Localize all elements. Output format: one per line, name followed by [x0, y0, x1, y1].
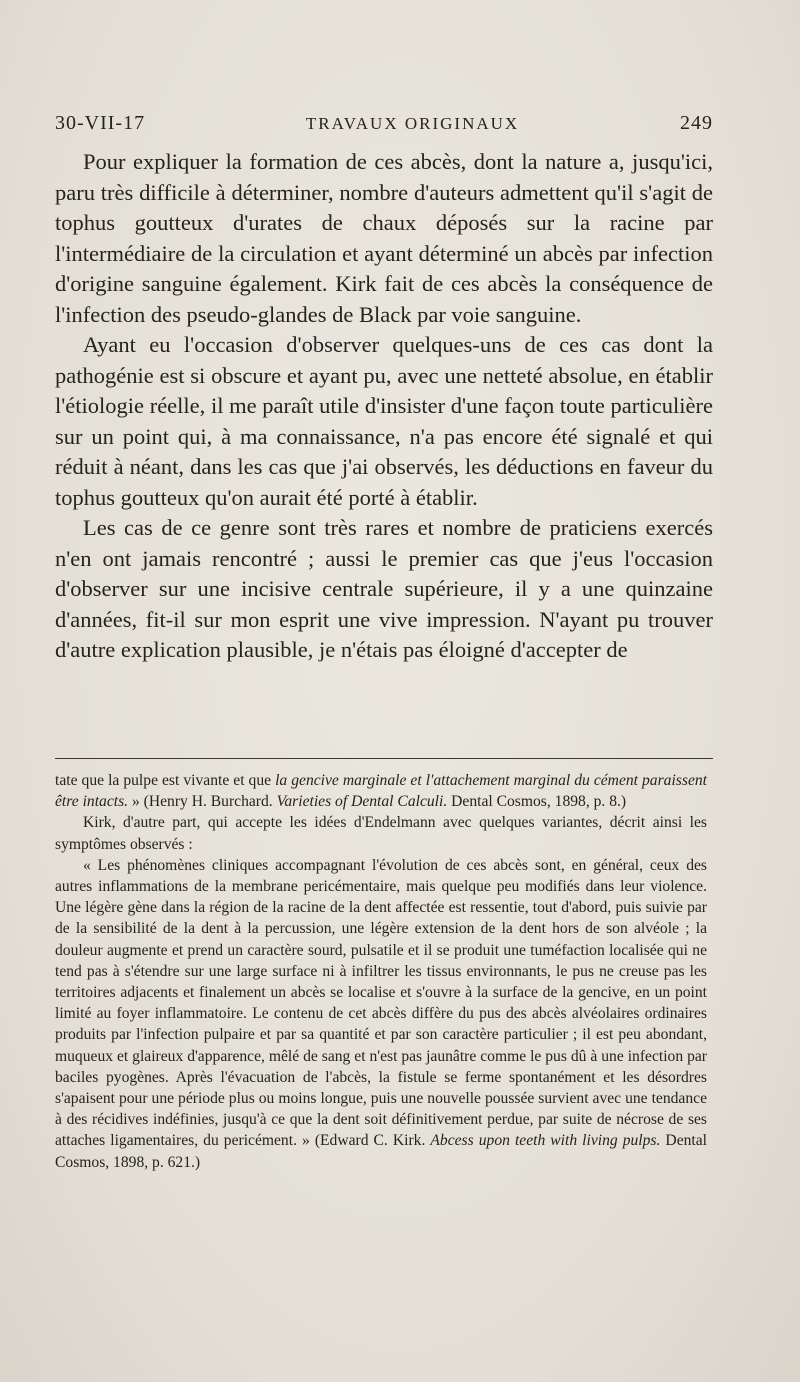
footnote-3-text-b: Dental Cosmos, 1898, p. 621.) [55, 1132, 708, 1171]
paragraph-3: Les cas de ce genre sont très rares et nombre de praticiens exercés n'en ont jamais rencontré ; aussi le premier cas que j'eus l'occasion d'observer sur une incisive centrale supérieure, il y a une quinzaine d'années, fit-il sur mon esprit une vive impression. N'ayant pu trouver d'autre explication plausible, je n'étais pas éloigné d'accepter de [55, 515, 713, 662]
header-date: 30-VII-17 [55, 112, 146, 134]
footnote-3-title-italic: Abcess upon teeth with living pulps. [430, 1132, 661, 1150]
footnote-1-quote-italic: la gencive marginale et l'attachement marginal du cément paraissent être intacts. [55, 772, 707, 811]
footnote-1-text-c: Dental Cosmos, 1898, p. 8.) [447, 793, 627, 811]
page-number: 249 [679, 112, 713, 134]
footnote-1-text-a: tate que la pulpe est vivante et que [55, 772, 276, 789]
footnote-1-text-b: » (Henry H. Burchard. [128, 793, 277, 811]
footnote-divider [55, 758, 713, 759]
paragraph-1: Pour expliquer la formation de ces abcès, dont la nature a, jusqu'ici, paru très difficile à déterminer, nombre d'auteurs admettent qu'il s'agit de tophus goutteux d'urates de chaux déposés sur la racine par l'intermédiaire de la circulation et ayant déterminé un abcès par infection d'origine sanguine également. Kirk fait de ces abcès la conséquence de l'infection des pseudo-glandes de Black par voie sanguine. [55, 149, 713, 327]
paragraph-2: Ayant eu l'occasion d'observer quelques-uns de ces cas dont la pathogénie est si obscure et ayant pu, avec une netteté absolue, en établir l'étiologie réelle, il me paraît utile d'insister d'une façon toute particulière sur un point qui, à ma connaissance, n'a pas encore été signalé et qui réduit à néant, dans les cas que j'ai observés, les déductions en faveur du tophus goutteux qu'on aurait été porté à établir. [55, 332, 713, 510]
footnotes [55, 770, 707, 1173]
footnote-kirk-intro: Kirk, d'autre part, qui accepte les idées d'Endelmann avec quelques variantes, décrit ainsi les symptômes observés : [55, 814, 707, 853]
footnote-kirk-quote [55, 855, 707, 1173]
header-section-title: TRAVAUX ORIGINAUX [305, 114, 520, 133]
footnote-3-text-a: « Les phénomènes cliniques accompagnant l'évolution de ces abcès sont, en général, ceux des autres inflammations de la membrane pericémentaire, mais quelque peu modifiés dans leur violence. Une légère gène dans la région de la racine de la dent affectée est ressentie, tout d'abord, puis suivie par de la sensibilité de la dent à la percussion, une légère extension de la dent hors de son alvéole ; la douleur augmente et prend un caractère sourd, pulsatile et il se produit une tuméfaction localisée qui ne tend pas à s'étendre sur une large surface ni à infiltrer les tissus environnants, le pus ne creuse pas les territoires adjacents et finalement un abcès se localise et s'ouvre à la surface de la gencive, en un point limité au foyer inflammatoire. Le contenu de cet abcès diffère du pus des abcès alvéolaires ordinaires produits par l'infection pulpaire et par sa quantité et par son caractère particulier ; il est peu abondant, muqueux et glaireux d'apparence, mêlé de sang et n'est pas jaunâtre comme le pus dû à une infection par baciles pyogènes. Après l'évacuation de l'abcès, la fistule se ferme spontanément et les désordres s'apaisent pour une période plus ou moins longue, puis une nouvelle poussée survient avec une tendance à des récidives indéfinies, jusqu'à ce que la dent soit définitivement perdue, par suite de nécrose de ses attaches ligamentaires, du pericément. » (Edward C. Kirk. [55, 856, 707, 1150]
running-header [55, 112, 713, 135]
footnote-continuation [55, 770, 707, 812]
main-text [55, 147, 713, 666]
footnote-1-title-italic: Varieties of Dental Calculi. [276, 793, 448, 811]
